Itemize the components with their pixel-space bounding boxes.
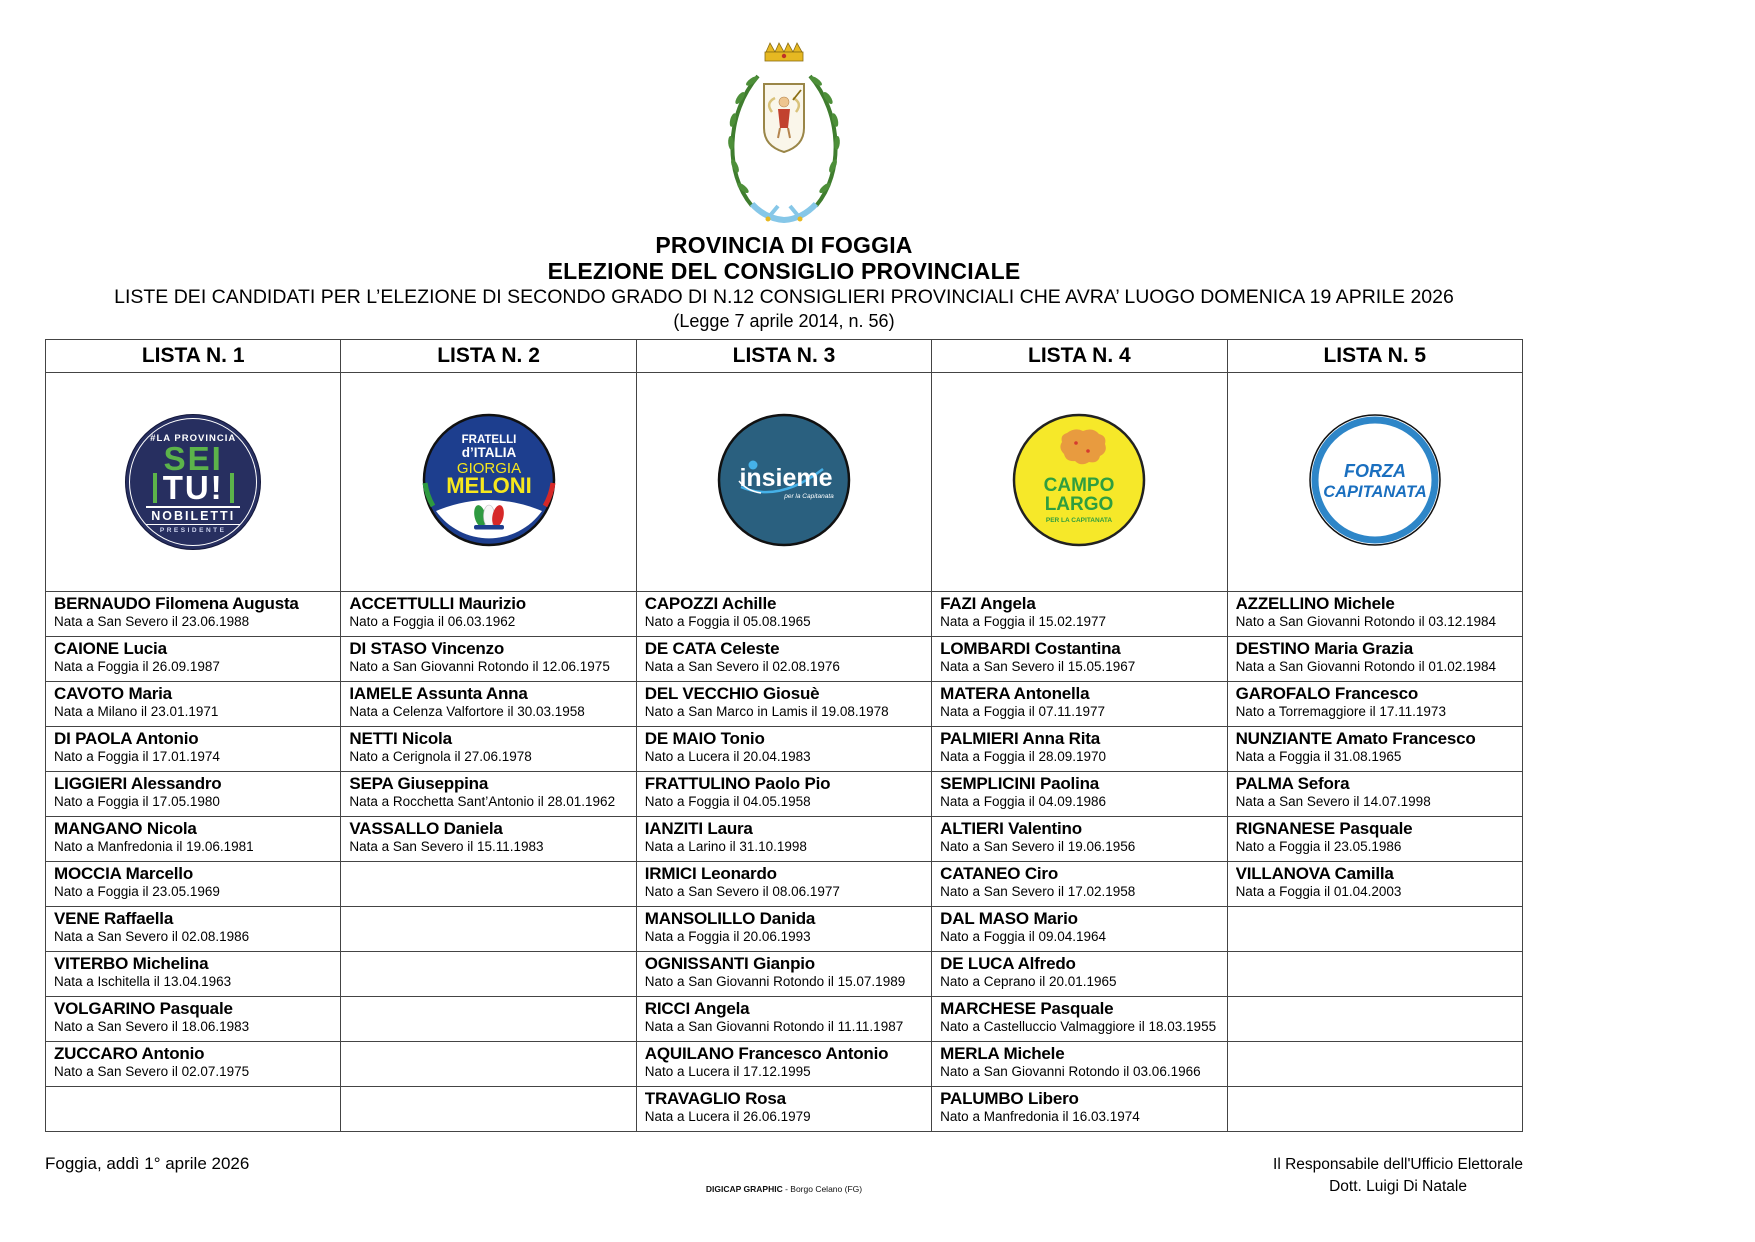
candidate-name: FRATTULINO Paolo Pio	[644, 774, 831, 793]
candidate-birth: Nato a San Severo il 19.06.1956	[940, 839, 1136, 854]
candidate-name: AQUILANO Francesco Antonio	[644, 1044, 889, 1063]
candidate-birth: Nata a Foggia il 26.09.1987	[54, 659, 220, 674]
candidate-birth: Nato a Lucera il 20.04.1983	[644, 749, 811, 764]
candidate-name: DI STASO Vincenzo	[349, 639, 505, 658]
candidate-birth: Nato a San Giovanni Rotondo il 03.06.1966	[940, 1064, 1201, 1079]
candidate-birth: Nato a San Giovanni Rotondo il 15.07.1989	[644, 974, 906, 989]
candidate-name: DE MAIO Tonio	[644, 729, 765, 748]
candidate-row-1	[46, 592, 1523, 637]
candidate-cell	[1227, 772, 1522, 817]
candidate-birth: Nata a San Giovanni Rotondo il 01.02.1984	[1235, 659, 1496, 674]
candidate-row-4	[46, 727, 1523, 772]
printer-credit	[45, 1184, 1523, 1194]
candidate-cell	[1227, 907, 1522, 952]
candidate-birth: Nata a Lucera il 26.06.1979	[644, 1109, 811, 1124]
candidate-birth: Nata a Foggia il 31.08.1965	[1235, 749, 1402, 764]
candidate-row-11	[46, 1042, 1523, 1087]
candidate-name: PALMA Sefora	[1235, 774, 1350, 793]
candidate-row-3	[46, 682, 1523, 727]
candidate-birth: Nata a San Severo il 15.05.1967	[940, 659, 1136, 674]
candidate-name: NETTI Nicola	[349, 729, 452, 748]
candidate-cell	[932, 1042, 1227, 1087]
candidate-cell	[636, 637, 931, 682]
candidate-cell	[46, 907, 341, 952]
logo4-campo-text: CAMPO	[1043, 474, 1115, 496]
candidate-birth: Nata a San Severo il 02.08.1976	[644, 659, 840, 674]
candidate-birth: Nato a Cerignola il 27.06.1978	[349, 749, 532, 764]
candidate-cell	[46, 862, 341, 907]
candidate-cell	[932, 997, 1227, 1042]
candidate-birth: Nato a Torremaggiore il 17.11.1973	[1235, 704, 1446, 719]
candidate-row-10	[46, 997, 1523, 1042]
candidate-name: MARCHESE Pasquale	[940, 999, 1114, 1018]
candidate-name: IRMICI Leonardo	[644, 864, 777, 883]
candidate-birth: Nato a San Severo il 02.07.1975	[54, 1064, 250, 1079]
candidate-birth: Nata a Foggia il 20.06.1993	[644, 929, 811, 944]
candidate-name: DE LUCA Alfredo	[940, 954, 1076, 973]
candidate-birth: Nato a San Giovanni Rotondo il 12.06.1975	[349, 659, 610, 674]
candidate-cell	[1227, 1042, 1522, 1087]
candidate-cell	[636, 682, 931, 727]
official-title: Il Responsabile dell'Ufficio Elettorale	[1273, 1156, 1523, 1173]
candidate-cell	[46, 682, 341, 727]
candidate-birth: Nato a Lucera il 17.12.1995	[644, 1064, 811, 1079]
logo4-tagline-text: PER LA CAPITANATA	[1046, 516, 1113, 524]
page-subtitle-main: ELEZIONE DEL CONSIGLIO PROVINCIALE	[547, 258, 1021, 284]
candidate-cell	[932, 772, 1227, 817]
logo1-presidente-text: PRESIDENTE	[159, 526, 227, 534]
candidate-name: CAPOZZI Achille	[644, 594, 777, 613]
candidate-cell	[46, 772, 341, 817]
candidate-name: ALTIERI Valentino	[940, 819, 1082, 838]
logo2-meloni-text: MELONI	[445, 472, 532, 498]
candidate-cell	[341, 682, 636, 727]
candidate-name: VOLGARINO Pasquale	[54, 999, 233, 1018]
candidate-birth: Nata a Celenza Valfortore il 30.03.1958	[349, 704, 585, 719]
candidate-cell	[341, 727, 636, 772]
candidate-row-8	[46, 907, 1523, 952]
candidate-cell	[636, 772, 931, 817]
candidate-cell	[636, 1042, 931, 1087]
candidate-name: SEMPLICINI Paolina	[940, 774, 1100, 793]
candidate-cell	[1227, 1087, 1522, 1132]
candidate-name: MOCCIA Marcello	[54, 864, 194, 883]
candidate-cell	[1227, 592, 1522, 637]
candidate-birth: Nata a San Severo il 02.08.1986	[54, 929, 250, 944]
place-date: Foggia, addì 1° aprile 2026	[45, 1154, 250, 1173]
candidate-birth: Nato a San Marco in Lamis il 19.08.1978	[644, 704, 889, 719]
candidate-cell	[1227, 682, 1522, 727]
logo-cell-1	[46, 373, 341, 592]
candidate-cell	[932, 907, 1227, 952]
candidate-cell	[932, 637, 1227, 682]
candidate-cell	[341, 862, 636, 907]
candidate-birth: Nato a San Severo il 18.06.1983	[54, 1019, 250, 1034]
logo-cell-2	[341, 373, 636, 592]
candidate-birth: Nato a San Giovanni Rotondo il 03.12.1984	[1235, 614, 1496, 629]
candidate-name: MERLA Michele	[940, 1044, 1065, 1063]
candidate-birth: Nato a Foggia il 04.05.1958	[644, 794, 811, 809]
candidate-birth: Nato a Foggia il 23.05.1986	[1235, 839, 1402, 854]
logo1-tu-text: TU!	[153, 473, 234, 503]
candidate-birth: Nato a Foggia il 09.04.1964	[940, 929, 1107, 944]
candidate-birth: Nata a Rocchetta Sant’Antonio il 28.01.1962	[349, 794, 616, 809]
candidate-cell	[341, 907, 636, 952]
candidate-name: RICCI Angela	[644, 999, 750, 1018]
logo5-forza-text: FORZA	[1343, 460, 1406, 481]
list-header-row	[46, 340, 1523, 373]
candidate-row-5	[46, 772, 1523, 817]
candidate-name: GAROFALO Francesco	[1235, 684, 1419, 703]
candidate-cell	[341, 637, 636, 682]
candidate-cell	[932, 952, 1227, 997]
forza-capitanata-logo-icon	[1308, 413, 1442, 547]
candidate-name: VENE Raffaella	[54, 909, 174, 928]
candidate-cell	[1227, 727, 1522, 772]
candidate-cell	[636, 997, 931, 1042]
candidate-birth: Nata a Ischitella il 13.04.1963	[54, 974, 232, 989]
candidate-birth: Nato a Foggia il 06.03.1962	[349, 614, 516, 629]
law-reference: (Legge 7 aprile 2014, n. 56)	[673, 311, 895, 331]
candidate-birth: Nata a San Severo il 23.06.1988	[54, 614, 250, 629]
candidate-birth: Nata a Foggia il 28.09.1970	[940, 749, 1107, 764]
document-content	[45, 0, 1523, 1132]
logo5-capitanata-text: CAPITANATA	[1322, 482, 1427, 501]
list-logo-row	[46, 373, 1523, 592]
candidate-name: DI PAOLA Antonio	[54, 729, 199, 748]
logo1-hashtag-text: #LA PROVINCIA	[150, 432, 237, 444]
candidate-name: PALUMBO Libero	[940, 1089, 1079, 1108]
candidate-cell	[341, 952, 636, 997]
candidate-cell	[932, 682, 1227, 727]
candidate-name: FAZI Angela	[940, 594, 1036, 613]
candidate-birth: Nato a Manfredonia il 19.06.1981	[54, 839, 254, 854]
candidate-name: IAMELE Assunta Anna	[349, 684, 528, 703]
candidate-cell	[46, 727, 341, 772]
candidate-cell	[46, 952, 341, 997]
candidate-cell	[1227, 862, 1522, 907]
logo1-sei-text: SEI	[163, 439, 223, 477]
candidates-table	[45, 339, 1523, 1132]
candidate-cell	[636, 1087, 931, 1132]
candidate-name: LIGGIERI Alessandro	[54, 774, 222, 793]
candidate-birth: Nata a Larino il 31.10.1998	[644, 839, 807, 854]
candidate-name: IANZITI Laura	[644, 819, 753, 838]
logo-cell-4	[932, 373, 1227, 592]
candidate-cell	[46, 592, 341, 637]
candidate-name: VILLANOVA Camilla	[1235, 864, 1394, 883]
candidate-row-6	[46, 817, 1523, 862]
candidate-cell	[46, 637, 341, 682]
candidate-name: DEL VECCHIO Giosuè	[644, 684, 820, 703]
candidate-name: CATANEO Ciro	[940, 864, 1059, 883]
official-name: Dott. Luigi Di Natale	[1329, 1178, 1467, 1195]
candidate-cell	[1227, 952, 1522, 997]
candidate-birth: Nata a San Severo il 15.11.1983	[349, 839, 544, 854]
list-header-5: LISTA N. 5	[1227, 340, 1522, 373]
candidate-name: PALMIERI Anna Rita	[940, 729, 1100, 748]
candidate-cell	[636, 952, 931, 997]
candidate-cell	[341, 592, 636, 637]
election-description: LISTE DEI CANDIDATI PER L’ELEZIONE DI SECONDO GRADO DI N.12 CONSIGLIERI PROVINCIALI CHE AVRA’ LUOGO DOMENICA 19 APRILE 2026	[114, 286, 1454, 308]
candidate-name: CAVOTO Maria	[54, 684, 172, 703]
candidate-birth: Nata a Milano il 23.01.1971	[54, 704, 219, 719]
candidate-birth: Nata a Foggia il 01.04.2003	[1235, 884, 1402, 899]
candidate-name: AZZELLINO Michele	[1235, 594, 1395, 613]
logo3-insieme-text: insieme	[739, 463, 833, 492]
emblem-wrap	[45, 0, 1523, 228]
printer-name: DIGICAP GRAPHIC	[705, 1184, 783, 1194]
candidate-cell	[636, 727, 931, 772]
list-header-3: LISTA N. 3	[636, 340, 931, 373]
coat-of-arms-provincia-foggia-icon	[714, 38, 854, 224]
candidate-name: CAIONE Lucia	[54, 639, 167, 658]
candidate-cell	[46, 817, 341, 862]
candidate-cell	[1227, 637, 1522, 682]
candidate-name: MANGANO Nicola	[54, 819, 197, 838]
logo2-fratelli-text: FRATELLI	[461, 433, 516, 446]
candidate-birth: Nata a San Giovanni Rotondo il 11.11.1987	[644, 1019, 904, 1034]
la-provincia-sei-tu-nobiletti-logo-icon	[125, 414, 261, 550]
candidate-birth: Nato a San Severo il 17.02.1958	[940, 884, 1136, 899]
logo3-tagline-text: per la Capitanata	[784, 492, 834, 500]
candidate-name: MATERA Antonella	[940, 684, 1090, 703]
candidate-cell	[46, 997, 341, 1042]
candidate-cell	[1227, 997, 1522, 1042]
candidate-cell	[636, 907, 931, 952]
candidate-birth: Nato a San Severo il 08.06.1977	[644, 884, 840, 899]
candidate-birth: Nato a Foggia il 17.05.1980	[54, 794, 220, 809]
candidate-cell	[46, 1042, 341, 1087]
candidate-cell	[341, 1042, 636, 1087]
candidate-name: RIGNANESE Pasquale	[1235, 819, 1413, 838]
list-header-1: LISTA N. 1	[46, 340, 341, 373]
candidate-birth: Nato a Ceprano il 20.01.1965	[940, 974, 1117, 989]
candidate-birth: Nato a Castelluccio Valmaggiore il 18.03.1955	[940, 1019, 1217, 1034]
fratelli-ditalia-logo-icon	[422, 413, 556, 547]
candidate-cell	[341, 817, 636, 862]
candidate-name: OGNISSANTI Gianpio	[644, 954, 815, 973]
candidate-cell	[932, 817, 1227, 862]
candidate-cell	[932, 592, 1227, 637]
list-header-2: LISTA N. 2	[341, 340, 636, 373]
candidate-cell	[932, 1087, 1227, 1132]
candidate-birth: Nato a Manfredonia il 16.03.1974	[940, 1109, 1140, 1124]
candidate-name: ZUCCARO Antonio	[54, 1044, 205, 1063]
candidate-name: SEPA Giuseppina	[349, 774, 489, 793]
candidate-name: DAL MASO Mario	[940, 909, 1078, 928]
candidate-name: VASSALLO Daniela	[349, 819, 503, 838]
candidate-cell	[1227, 817, 1522, 862]
candidate-cell	[46, 1087, 341, 1132]
candidate-cell	[932, 727, 1227, 772]
candidate-birth: Nato a Foggia il 05.08.1965	[644, 614, 811, 629]
logo2-giorgia-text: GIORGIA	[456, 459, 521, 477]
candidate-name: DE CATA Celeste	[644, 639, 780, 658]
candidate-birth: Nata a Foggia il 04.09.1986	[940, 794, 1107, 809]
candidate-cell	[341, 1087, 636, 1132]
candidate-name: VITERBO Michelina	[54, 954, 209, 973]
candidate-birth: Nata a San Severo il 14.07.1998	[1235, 794, 1431, 809]
list-header-4: LISTA N. 4	[932, 340, 1227, 373]
candidate-row-9	[46, 952, 1523, 997]
candidate-name: NUNZIANTE Amato Francesco	[1235, 729, 1476, 748]
candidate-name: BERNAUDO Filomena Augusta	[54, 594, 299, 613]
printer-location: - Borgo Celano (FG)	[782, 1184, 863, 1194]
logo-cell-5	[1227, 373, 1522, 592]
candidate-name: MANSOLILLO Danida	[644, 909, 816, 928]
candidate-name: ACCETTULLI Maurizio	[349, 594, 526, 613]
candidate-birth: Nato a Foggia il 23.05.1969	[54, 884, 220, 899]
candidate-row-2	[46, 637, 1523, 682]
logo2-ditalia-text: d’ITALIA	[461, 444, 516, 460]
candidate-cell	[341, 997, 636, 1042]
candidate-birth: Nata a Foggia il 15.02.1977	[940, 614, 1107, 629]
logo4-largo-text: LARGO	[1045, 493, 1114, 515]
candidate-name: LOMBARDI Costantina	[940, 639, 1121, 658]
candidate-cell	[341, 772, 636, 817]
candidate-row-12	[46, 1087, 1523, 1132]
candidate-name: TRAVAGLIO Rosa	[644, 1089, 786, 1108]
candidate-cell	[932, 862, 1227, 907]
insieme-logo-icon	[717, 413, 851, 547]
candidate-row-7	[46, 862, 1523, 907]
candidate-cell	[636, 862, 931, 907]
candidate-birth: Nato a Foggia il 17.01.1974	[54, 749, 220, 764]
logo-cell-3	[636, 373, 931, 592]
logo1-nobiletti-text: NOBILETTI	[146, 506, 240, 525]
campo-largo-logo-icon	[1012, 413, 1146, 547]
page-title: PROVINCIA DI FOGGIA	[655, 232, 913, 258]
candidate-cell	[636, 592, 931, 637]
candidate-name: DESTINO Maria Grazia	[1235, 639, 1413, 658]
candidate-birth: Nata a Foggia il 07.11.1977	[940, 704, 1106, 719]
candidate-cell	[636, 817, 931, 862]
